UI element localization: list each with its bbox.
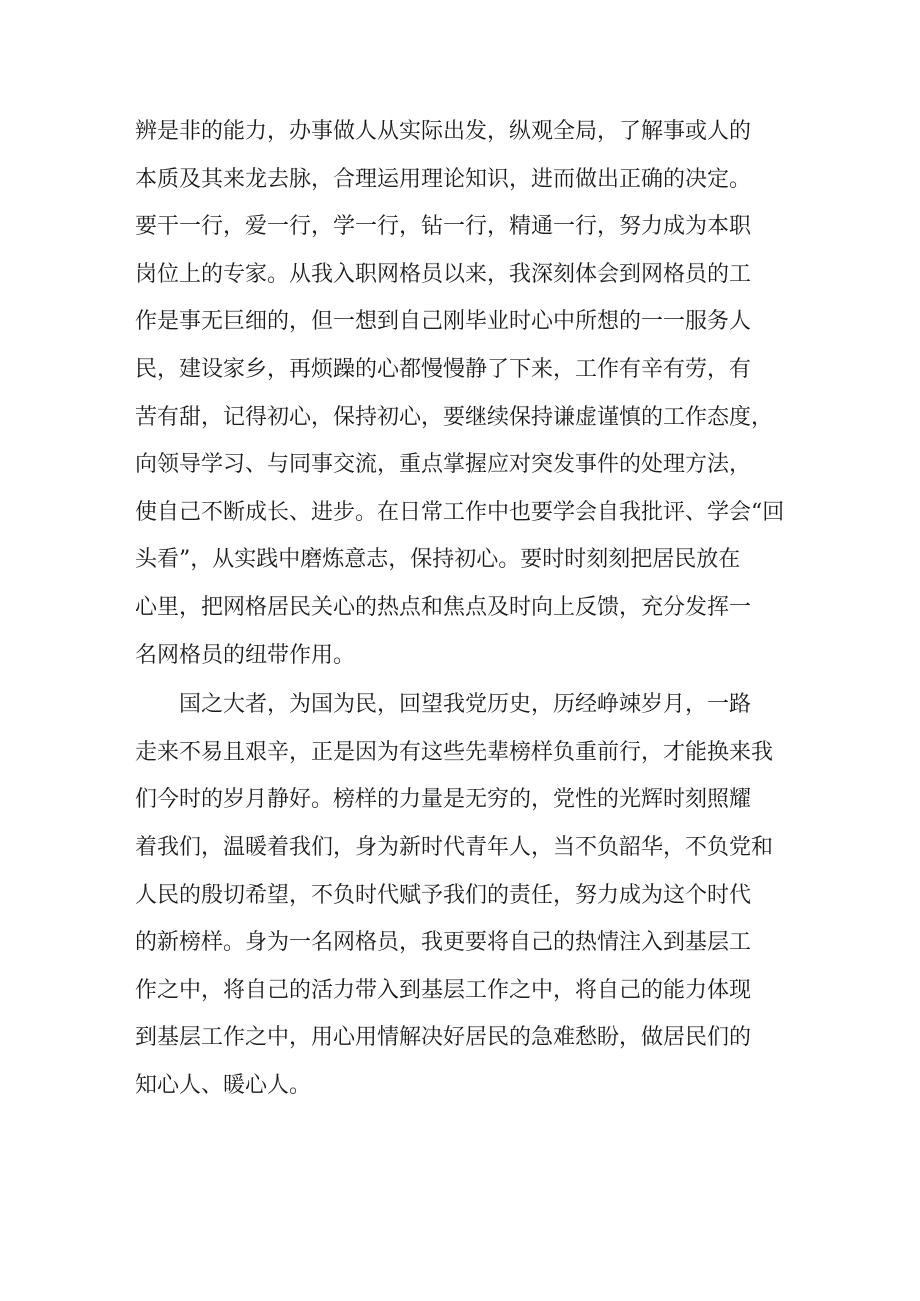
paragraph-2 [135,681,805,1109]
document-body [135,108,805,1109]
text-line: 国之大者，为国为民，回望我党历史，历经峥竦岁月，一路 [135,692,752,718]
paragraph-1 [135,108,805,679]
text-line: 民，建设家乡，再烦躁的心都慢慢静了下来，工作有辛有劳，有 [135,356,752,382]
text-line: 苦有甜，记得初心，保持初心，要继续保持谦虚谨慎的工作态度， [135,404,774,430]
text-line: 岗位上的专家。从我入职网格员以来，我深刻体会到网格员的工 [135,261,752,287]
text-line: 知心人、暖心人。 [135,1072,312,1098]
text-line: 作是事无巨细的，但一想到自己刚毕业时心中所想的一一服务人 [135,309,752,335]
text-line: 着我们，温暖着我们，身为新时代青年人，当不负韶华，不负党和 [135,834,774,860]
text-line: 们今时的岁月静好。榜样的力量是无穷的，党性的光辉时刻照耀 [135,787,752,813]
text-line: 本质及其来龙去脉，合理运用理论知识，进而做出正确的决定。 [135,166,752,192]
text-line: 走来不易且艰辛，正是因为有这些先辈榜样负重前行，才能换来我 [135,739,774,765]
text-line: 的新榜样。身为一名网格员，我更要将自己的热情注入到基层工 [135,930,752,956]
text-line: 人民的殷切希望，不负时代赋予我们的责任，努力成为这个时代 [135,882,752,908]
text-line: 使自己不断成长、进步。在日常工作中也要学会自我批评、学会“回 [135,499,785,525]
text-line: 辨是非的能力，办事做人从实际出发，纵观全局，了解事或人的 [135,119,752,144]
text-line: 要干一行，爱一行，学一行，钻一行，精通一行，努力成为本职 [135,214,752,240]
text-line: 头看”，从实践中磨炼意志，保持初心。要时时刻刻把居民放在 [135,547,741,573]
text-line: 名网格员的纽带作用。 [135,642,356,668]
text-line: 向领导学习、与同事交流，重点掌握应对突发事件的处理方法， [135,452,752,478]
text-line: 心里，把网格居民关心的热点和焦点及时向上反馈，充分发挥一 [135,594,752,620]
text-line: 到基层工作之中，用心用情解决好居民的急难愁盼，做居民们的 [135,1025,752,1051]
text-line: 作之中，将自己的活力带入到基层工作之中，将自己的能力体现 [135,977,752,1003]
